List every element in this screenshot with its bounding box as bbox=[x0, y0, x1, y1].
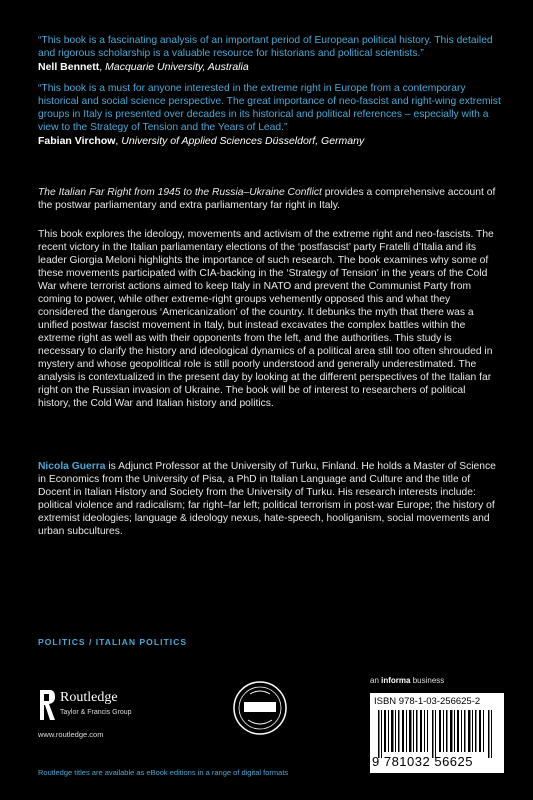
quote-author: Nell Bennett bbox=[38, 61, 100, 73]
quote-author: Fabian Virchow bbox=[38, 135, 116, 147]
author-bio bbox=[38, 460, 500, 538]
endorsement bbox=[38, 82, 508, 148]
endorsement bbox=[38, 34, 508, 74]
description-body: This book explores the ideology, movements and activism of the extreme right and neo-fascists. The recent victory in the Italian parliamentary elections of the ‘postfascist’ party Fratelli d’Italia and its leader Giorgia Meloni highlights the importance of such research. The book examines why some of these movements participated with CIA-backing in the ‘Strategy of Tension’ in the years of the Cold War where terrorist actions aimed to keep Italy in NATO and prevent the Communist Party from coming to power, while other extreme-right groups vehemently opposed this and what they considered the dangerous ‘Americanization’ of the country. It debunks the myth that there was a unified postwar fascist movement in Italy, but instead excavates the complex battles within the extreme right as well as with their opponents from the left, and the authorities. This study is necessary to clarify the history and ideological dynamics of a political area still too often shrouded in mystery and whose geopolitical role is still poorly understood and generally underestimated. The analysis is contextualized in the present day by looking at the different perspectives of the Italian far right on the Russian invasion of Ukraine. The book will be of interest to researchers of political history, the Cold War and Italian history and politics. bbox=[38, 229, 494, 409]
isbn-digits: 9 781032 56625 bbox=[372, 754, 473, 769]
isbn-label: ISBN 978-1-03-256625-2 bbox=[374, 696, 481, 707]
informa-business-label bbox=[370, 676, 444, 685]
quote-affiliation: University of Applied Sciences Düsseldorf, Germany bbox=[121, 135, 365, 147]
subject-category: POLITICS / ITALIAN POLITICS bbox=[38, 637, 188, 647]
routledge-r-icon bbox=[38, 688, 56, 722]
book-title: The Italian Far Right from 1945 to the Russia–Ukraine Conflict bbox=[38, 187, 322, 198]
author-bio-text: is Adjunct Professor at the University of Turku, Finland. He holds a Master of Science in Economics from the University of Pisa, a PhD in Italian Language and Culture and the title of Docent in Italian History and Society from the University of Turku. His research interests include: political violence and radicalism; far right–far left; political terrorism in post-war Europe; the history of extremist ideologies; language & ideology nexus, hate-speech, hooliganism, social movements and urban subcultures. bbox=[38, 461, 496, 537]
author-name: Nicola Guerra bbox=[38, 461, 106, 472]
publisher-name: Routledge bbox=[60, 690, 118, 705]
ebook-note: Routledge titles are available as eBook editions in a range of digital formats bbox=[38, 768, 289, 777]
carbon-neutral-badge-icon bbox=[232, 680, 288, 736]
intro-text: provides a comprehensive account of the postwar parliamentary and extra parliamentary far right in Italy. bbox=[38, 187, 496, 211]
informa-prefix: an bbox=[370, 676, 382, 685]
informa-brand: informa bbox=[381, 676, 411, 685]
quote-text: “This book is a must for anyone interested in the extreme right in Europe from a contemporary historical and social science perspective. The great importance of neo-fascist and right-wing extremist groups in Italy is presented over decades in its historical and political references – especially with a view to the Strategy of Tension and the Years of Lead.” bbox=[38, 83, 501, 133]
isbn-barcode bbox=[370, 693, 504, 773]
publisher-group: Taylor & Francis Group bbox=[60, 709, 132, 716]
quote-attribution: Fabian Virchow, University of Applied Sciences Düsseldorf, Germany bbox=[38, 135, 365, 147]
barcode-icon bbox=[376, 710, 496, 758]
quote-text: “This book is a fascinating analysis of an important period of European political history. This detailed and rigorous scholarship is a valuable resource for historians and political scientists.” bbox=[38, 35, 493, 59]
endorsements bbox=[38, 34, 508, 156]
description-intro bbox=[38, 186, 500, 212]
quote-affiliation: Macquarie University, Australia bbox=[105, 61, 249, 73]
informa-suffix: business bbox=[410, 676, 445, 685]
publisher-url: www.routledge.com bbox=[38, 730, 104, 739]
quote-attribution: Nell Bennett, Macquarie University, Australia bbox=[38, 61, 249, 73]
